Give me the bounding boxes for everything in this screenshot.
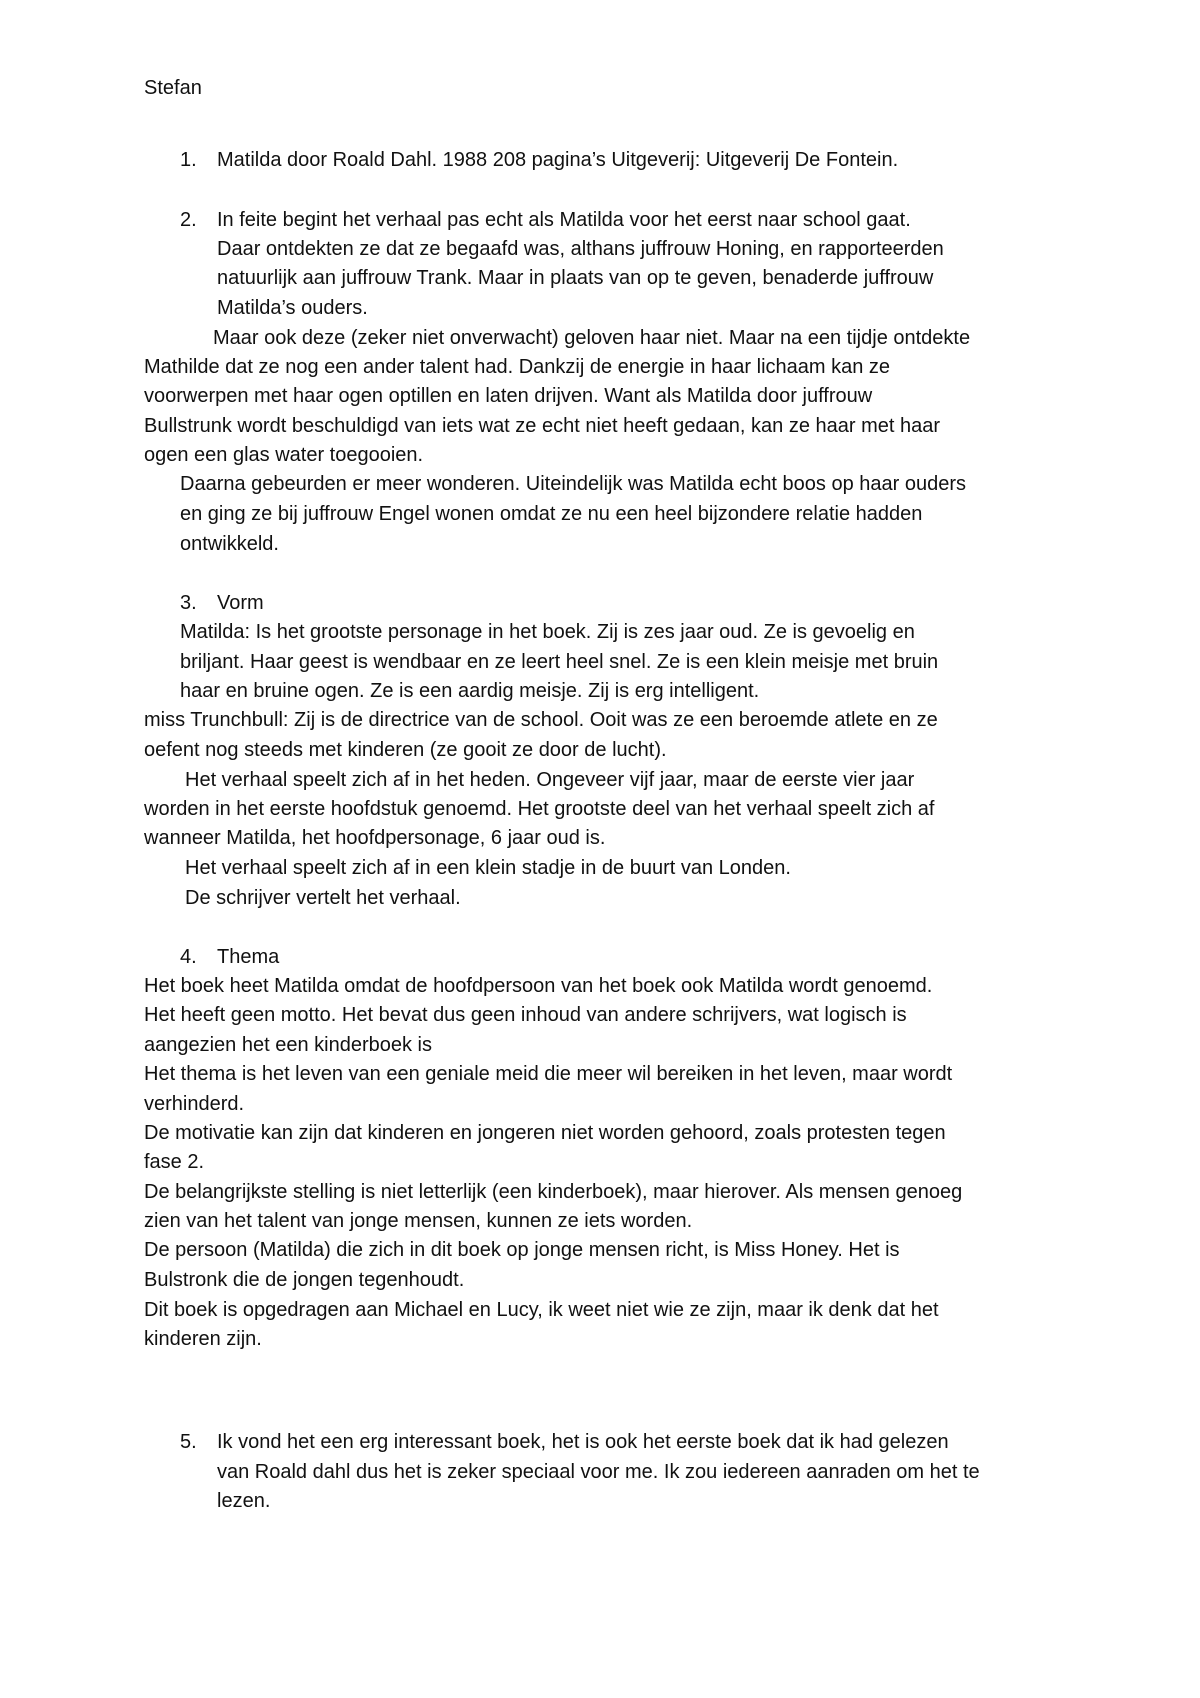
text-line: haar en bruine ogen. Ze is een aardig meisje. Zij is erg intelligent. [180, 680, 760, 702]
text-line: Mathilde dat ze nog een ander talent had. Dankzij de energie in haar lichaam kan ze [144, 356, 891, 378]
text-line: worden in het eerste hoofdstuk genoemd. Het grootste deel van het verhaal speelt zich af [144, 798, 935, 820]
text-line: natuurlijk aan juffrouw Trank. Maar in plaats van op te geven, benaderde juffrouw [217, 267, 934, 289]
text-line: lezen. [217, 1490, 271, 1512]
text-line: zien van het talent van jonge mensen, kunnen ze iets worden. [144, 1210, 693, 1232]
text-line: ogen een glas water toegooien. [144, 444, 424, 466]
section-title: Thema [217, 946, 280, 968]
text-line: De motivatie kan zijn dat kinderen en jongeren niet worden gehoord, zoals protesten tegen [144, 1122, 946, 1144]
text-line: Het boek heet Matilda omdat de hoofdpersoon van het boek ook Matilda wordt genoemd. [144, 975, 933, 997]
text-line: miss Trunchbull: Zij is de directrice van de school. Ooit was ze een beroemde atlete en ze [144, 709, 938, 731]
text-line: Het verhaal speelt zich af in het heden. Ongeveer vijf jaar, maar de eerste vier jaar [185, 769, 915, 791]
list-number: 3. [180, 592, 197, 614]
text-line: De schrijver vertelt het verhaal. [185, 887, 461, 909]
text-line: De belangrijkste stelling is niet letterlijk (een kinderboek), maar hierover. Als mensen genoeg [144, 1181, 963, 1203]
text-line: De persoon (Matilda) die zich in dit boek op jonge mensen richt, is Miss Honey. Het is [144, 1239, 900, 1261]
text-line: fase 2. [144, 1151, 205, 1173]
text-line: Bulstronk die de jongen tegenhoudt. [144, 1269, 465, 1291]
author-name: Stefan [144, 77, 202, 99]
text-line: Matilda door Roald Dahl. 1988 208 pagina’s Uitgeverij: Uitgeverij De Fontein. [217, 149, 899, 171]
text-line: oefent nog steeds met kinderen (ze gooit ze door de lucht). [144, 739, 667, 761]
text-line: voorwerpen met haar ogen optillen en laten drijven. Want als Matilda door juffrouw [144, 385, 873, 407]
text-line: Daarna gebeurden er meer wonderen. Uiteindelijk was Matilda echt boos op haar ouders [180, 473, 967, 495]
text-line: en ging ze bij juffrouw Engel wonen omdat ze nu een heel bijzondere relatie hadden [180, 503, 923, 525]
text-line: Bullstrunk wordt beschuldigd van iets wat ze echt niet heeft gedaan, kan ze haar met haar [144, 415, 941, 437]
text-line: wanneer Matilda, het hoofdpersonage, 6 jaar oud is. [144, 827, 606, 849]
list-number: 5. [180, 1431, 197, 1453]
text-line: Ik vond het een erg interessant boek, het is ook het eerste boek dat ik had gelezen [217, 1431, 949, 1453]
text-line: Het thema is het leven van een geniale meid die meer wil bereiken in het leven, maar wordt [144, 1063, 953, 1085]
text-line: van Roald dahl dus het is zeker speciaal voor me. Ik zou iedereen aanraden om het te [217, 1461, 980, 1483]
text-line: kinderen zijn. [144, 1328, 262, 1350]
text-line: Matilda: Is het grootste personage in het boek. Zij is zes jaar oud. Ze is gevoelig en [180, 621, 915, 643]
text-line: Het verhaal speelt zich af in een klein stadje in de buurt van Londen. [185, 857, 791, 879]
text-line: Maar ook deze (zeker niet onverwacht) geloven haar niet. Maar na een tijdje ontdekte [213, 327, 971, 349]
section-title: Vorm [217, 592, 264, 614]
text-line: briljant. Haar geest is wendbaar en ze leert heel snel. Ze is een klein meisje met bruin [180, 651, 939, 673]
text-line: Daar ontdekten ze dat ze begaafd was, althans juffrouw Honing, en rapporteerden [217, 238, 944, 260]
list-number: 1. [180, 149, 197, 171]
list-number: 4. [180, 946, 197, 968]
list-number: 2. [180, 209, 197, 231]
text-line: In feite begint het verhaal pas echt als Matilda voor het eerst naar school gaat. [217, 209, 911, 231]
text-line: Dit boek is opgedragen aan Michael en Lucy, ik weet niet wie ze zijn, maar ik denk dat het [144, 1299, 939, 1321]
text-line: aangezien het een kinderboek is [144, 1034, 432, 1056]
text-line: Het heeft geen motto. Het bevat dus geen inhoud van andere schrijvers, wat logisch is [144, 1004, 907, 1026]
text-line: verhinderd. [144, 1093, 245, 1115]
text-line: ontwikkeld. [180, 533, 279, 555]
text-line: Matilda’s ouders. [217, 297, 368, 319]
